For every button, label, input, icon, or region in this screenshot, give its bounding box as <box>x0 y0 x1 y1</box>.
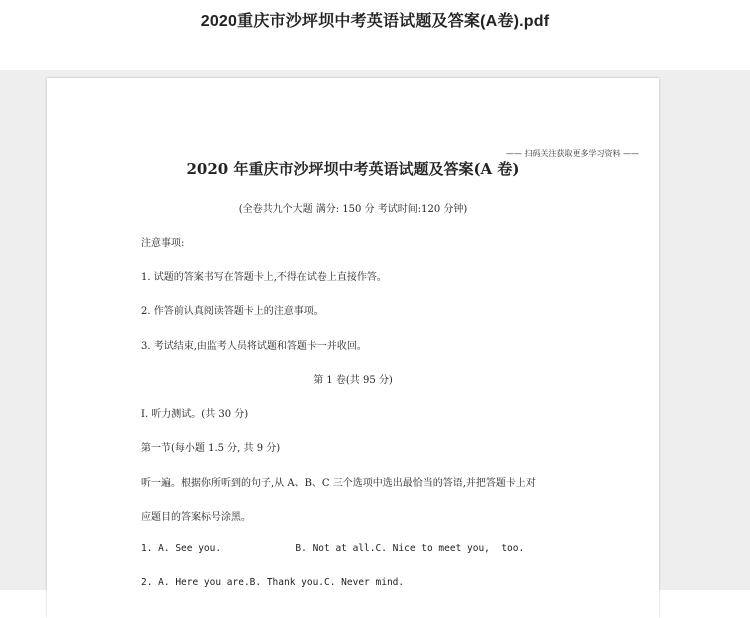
instructions-line: 应题目的答案标号涂黑。 <box>141 512 251 523</box>
notice-item: 2. 作答前认真阅读答题卡上的注意事项。 <box>141 306 324 317</box>
page-watermark: —— 扫码关注获取更多学习资料 —— <box>505 149 639 158</box>
instructions-line: 听一遍。根据你所听到的句子,从 A、B、C 三个选项中选出最恰当的答语,并把答题卡上对 <box>141 478 536 489</box>
section-heading: I. 听力测试。(共 30 分) <box>141 409 249 420</box>
file-title: 2020重庆市沙坪坝中考英语试题及答案(A卷).pdf <box>200 13 550 30</box>
document-title: 2020 年重庆市沙坪坝中考英语试题及答案(A 卷) <box>186 160 520 178</box>
question-item: 2. A. Here you are.B. Thank you.C. Never mind. <box>141 577 405 588</box>
notice-heading: 注意事项: <box>141 238 185 249</box>
notice-item: 3. 考试结束,由监考人员将试题和答题卡一并收回。 <box>141 341 367 352</box>
file-title-bar <box>0 0 750 70</box>
question-item: 1. A. See you. B. Not at all.C. Nice to meet you, too. <box>141 543 525 554</box>
part-heading: 第一节(每小题 1.5 分, 共 9 分) <box>141 443 281 454</box>
document-subtitle: (全卷共九个大题 满分: 150 分 考试时间:120 分钟) <box>238 204 468 215</box>
notice-item: 1. 试题的答案书写在答题卡上,不得在试卷上直接作答。 <box>141 272 387 283</box>
volume-heading: 第 1 卷(共 95 分) <box>313 375 393 386</box>
pdf-page <box>47 78 659 618</box>
